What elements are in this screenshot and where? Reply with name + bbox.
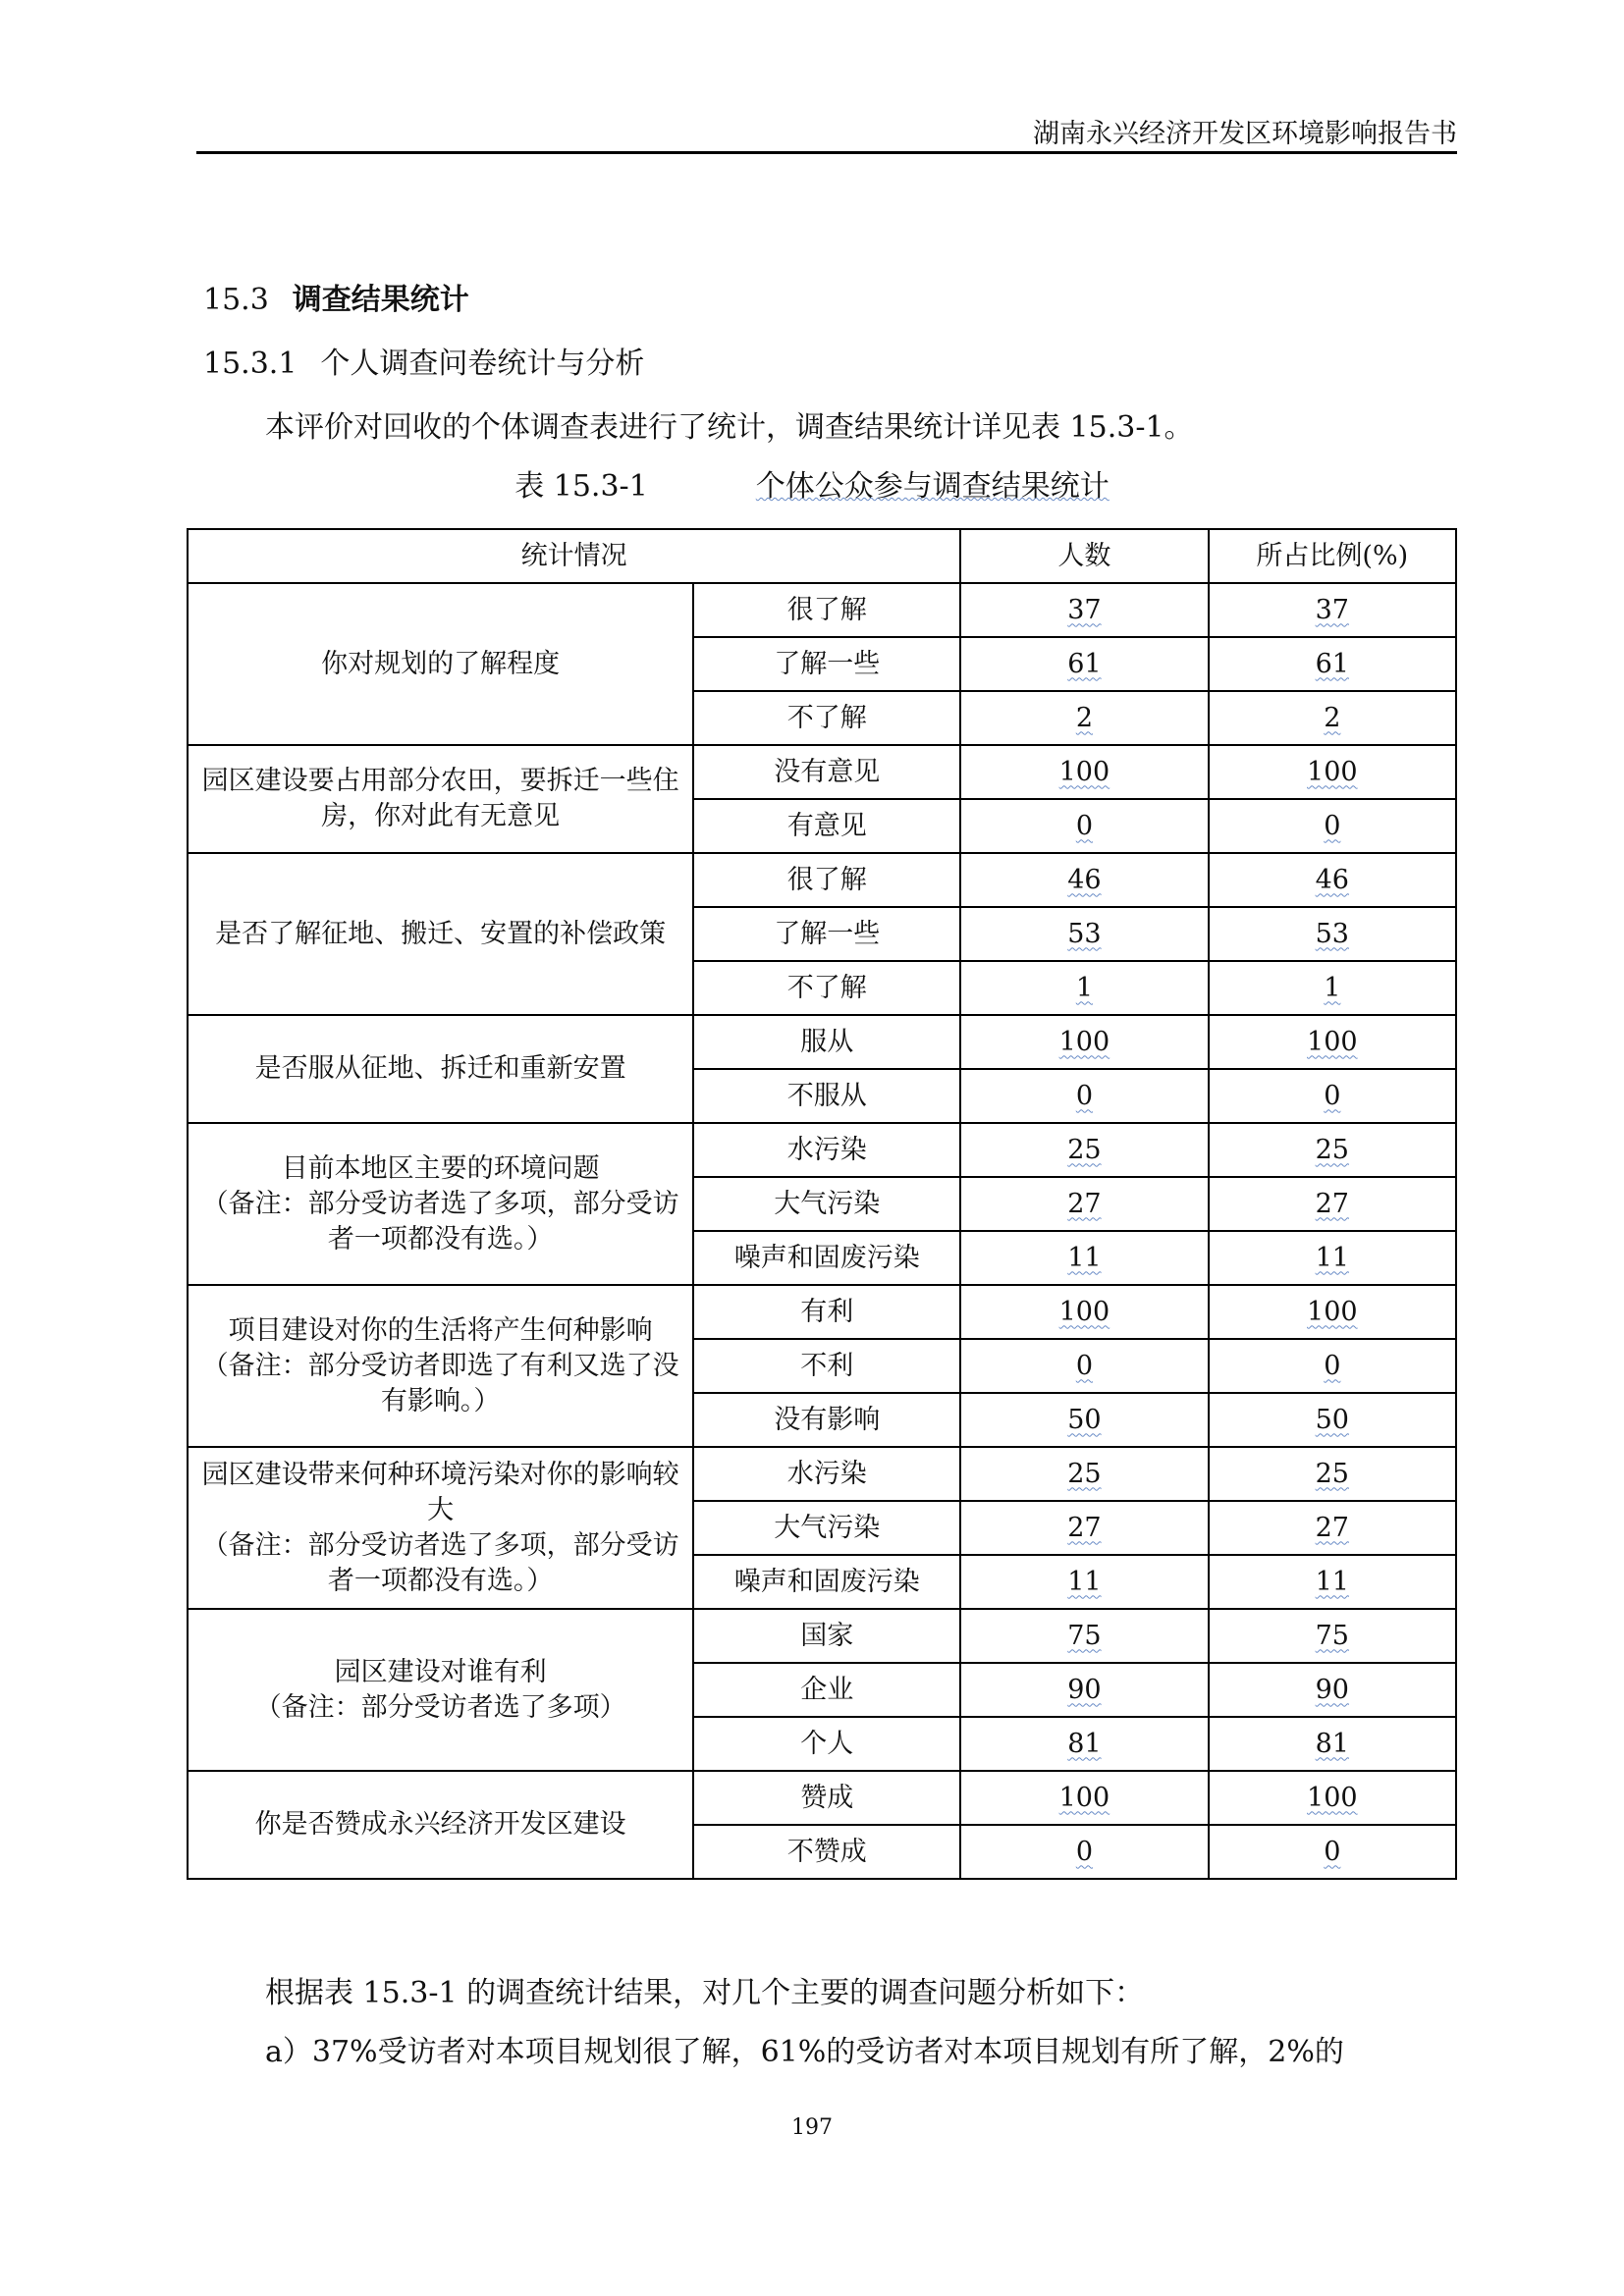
count-cell: [960, 1339, 1208, 1393]
question-text: 园区建设带来何种环境污染对你的影响较大: [201, 1459, 679, 1525]
count-cell: [960, 1231, 1208, 1285]
count-value: 50: [1067, 1404, 1102, 1435]
count-value: 11: [1067, 1242, 1102, 1273]
question-text: 是否服从征地、拆迁和重新安置: [254, 1053, 626, 1084]
percent-cell: [1209, 1447, 1456, 1501]
question-text: 你对规划的了解程度: [321, 648, 561, 679]
question-cell: [188, 1285, 693, 1447]
percent-value: 100: [1307, 1782, 1358, 1813]
question-cell: [188, 1123, 693, 1285]
table-row: [188, 853, 1456, 907]
percent-cell: [1209, 1069, 1456, 1123]
option-label: 噪声和固废污染: [693, 1555, 960, 1609]
option-label: 了解一些: [693, 907, 960, 961]
count-cell: [960, 961, 1208, 1015]
count-cell: [960, 1069, 1208, 1123]
count-cell: [960, 1285, 1208, 1339]
option-label: 很了解: [693, 583, 960, 637]
section-title: 调查结果统计: [292, 283, 469, 317]
option-label: 不利: [693, 1339, 960, 1393]
section-number: 15.3: [203, 283, 269, 317]
header-title: 湖南永兴经济开发区环境影响报告书: [1033, 119, 1457, 149]
count-value: 27: [1067, 1188, 1102, 1219]
option-label: 不服从: [693, 1069, 960, 1123]
question-text: 你是否赞成永兴经济开发区建设: [254, 1809, 626, 1840]
count-value: 46: [1067, 864, 1102, 895]
question-text: 是否了解征地、搬迁、安置的补偿政策: [215, 918, 667, 949]
count-cell: [960, 583, 1208, 637]
count-cell: [960, 1177, 1208, 1231]
percent-value: 37: [1315, 594, 1349, 625]
percent-value: 75: [1315, 1620, 1349, 1651]
question-note: （备注：部分受访者选了多项）: [254, 1691, 626, 1723]
count-cell: [960, 1663, 1208, 1717]
count-cell: [960, 1717, 1208, 1771]
count-cell: [960, 799, 1208, 853]
question-text: 项目建设对你的生活将产生何种影响: [228, 1314, 653, 1346]
option-label: 赞成: [693, 1771, 960, 1825]
count-cell: [960, 745, 1208, 799]
question-text: 园区建设对谁有利: [334, 1656, 547, 1687]
question-cell: [188, 1771, 693, 1879]
count-cell: [960, 1393, 1208, 1447]
percent-value: 2: [1324, 702, 1341, 733]
count-value: 100: [1058, 1296, 1110, 1327]
option-label: 很了解: [693, 853, 960, 907]
table-row: [188, 1447, 1456, 1501]
count-value: 11: [1067, 1566, 1102, 1597]
count-cell: [960, 1771, 1208, 1825]
option-label: 水污染: [693, 1447, 960, 1501]
count-cell: [960, 1825, 1208, 1879]
percent-value: 100: [1307, 1296, 1358, 1327]
percent-cell: [1209, 637, 1456, 691]
percent-value: 0: [1324, 1350, 1341, 1381]
question-note: （备注：部分受访者即选了有利又选了没有影响。）: [201, 1350, 679, 1416]
question-cell: [188, 583, 693, 745]
option-label: 不赞成: [693, 1825, 960, 1879]
table-row: [188, 1771, 1456, 1825]
table-row: [188, 1609, 1456, 1663]
percent-value: 25: [1315, 1458, 1349, 1489]
analysis-item-a: a）37%受访者对本项目规划很了解，61%的受访者对本项目规划有所了解，2%的: [265, 2035, 1344, 2069]
percent-cell: [1209, 799, 1456, 853]
count-value: 27: [1067, 1512, 1102, 1543]
count-value: 25: [1067, 1134, 1102, 1165]
percent-cell: [1209, 1339, 1456, 1393]
header-count: 人数: [960, 529, 1208, 583]
count-cell: [960, 691, 1208, 745]
percent-cell: [1209, 1825, 1456, 1879]
count-value: 75: [1067, 1620, 1102, 1651]
count-value: 0: [1075, 1350, 1093, 1381]
count-value: 100: [1058, 1026, 1110, 1057]
count-value: 0: [1075, 1836, 1093, 1867]
percent-value: 0: [1324, 810, 1341, 841]
page-header: [196, 108, 1457, 154]
analysis-lead: 根据表 15.3-1 的调查统计结果，对几个主要的调查问题分析如下：: [265, 1976, 1145, 2010]
count-value: 61: [1067, 648, 1102, 679]
table-caption-number: 表 15.3-1: [514, 469, 648, 504]
percent-value: 25: [1315, 1134, 1349, 1165]
percent-cell: [1209, 961, 1456, 1015]
survey-results-table: [187, 528, 1457, 1880]
table-header-row: [188, 529, 1456, 583]
percent-cell: [1209, 1231, 1456, 1285]
count-value: 25: [1067, 1458, 1102, 1489]
count-cell: [960, 1501, 1208, 1555]
option-label: 没有意见: [693, 745, 960, 799]
percent-cell: [1209, 1609, 1456, 1663]
percent-cell: [1209, 1555, 1456, 1609]
count-value: 100: [1058, 756, 1110, 787]
percent-value: 11: [1315, 1566, 1349, 1597]
option-label: 有意见: [693, 799, 960, 853]
percent-cell: [1209, 1663, 1456, 1717]
percent-value: 100: [1307, 1026, 1358, 1057]
question-text: 园区建设要占用部分农田，要拆迁一些住房，你对此有无意见: [201, 766, 679, 831]
option-label: 服从: [693, 1015, 960, 1069]
question-cell: [188, 853, 693, 1015]
option-label: 有利: [693, 1285, 960, 1339]
header-percent: 所占比例(%): [1209, 529, 1456, 583]
question-cell: [188, 1447, 693, 1609]
count-cell: [960, 907, 1208, 961]
percent-cell: [1209, 1015, 1456, 1069]
percent-cell: [1209, 691, 1456, 745]
table-row: [188, 1123, 1456, 1177]
option-label: 大气污染: [693, 1501, 960, 1555]
percent-value: 0: [1324, 1836, 1341, 1867]
percent-cell: [1209, 745, 1456, 799]
percent-cell: [1209, 1717, 1456, 1771]
table-row: [188, 1285, 1456, 1339]
section-heading: [203, 275, 469, 318]
percent-cell: [1209, 1501, 1456, 1555]
percent-value: 27: [1315, 1188, 1349, 1219]
option-label: 不了解: [693, 961, 960, 1015]
intro-paragraph: 本评价对回收的个体调查表进行了统计，调查结果统计详见表 15.3-1。: [265, 410, 1194, 445]
option-label: 大气污染: [693, 1177, 960, 1231]
count-value: 2: [1075, 702, 1093, 733]
count-value: 90: [1067, 1674, 1102, 1705]
question-note: （备注：部分受访者选了多项，部分受访者一项都没有选。）: [201, 1188, 679, 1255]
table-row: [188, 1015, 1456, 1069]
count-value: 0: [1075, 810, 1093, 841]
percent-value: 1: [1324, 972, 1341, 1003]
percent-value: 81: [1315, 1728, 1349, 1759]
percent-value: 11: [1315, 1242, 1349, 1273]
percent-cell: [1209, 1177, 1456, 1231]
subsection-heading: [203, 339, 644, 382]
count-value: 1: [1075, 972, 1093, 1003]
percent-cell: [1209, 853, 1456, 907]
option-label: 国家: [693, 1609, 960, 1663]
percent-value: 50: [1315, 1404, 1349, 1435]
count-value: 81: [1067, 1728, 1102, 1759]
table-row: [188, 745, 1456, 799]
option-label: 没有影响: [693, 1393, 960, 1447]
percent-cell: [1209, 1285, 1456, 1339]
count-cell: [960, 637, 1208, 691]
percent-cell: [1209, 1771, 1456, 1825]
percent-cell: [1209, 583, 1456, 637]
option-label: 了解一些: [693, 637, 960, 691]
count-value: 37: [1067, 594, 1102, 625]
option-label: 不了解: [693, 691, 960, 745]
count-cell: [960, 1609, 1208, 1663]
count-value: 53: [1067, 918, 1102, 949]
percent-cell: [1209, 907, 1456, 961]
percent-cell: [1209, 1123, 1456, 1177]
percent-cell: [1209, 1393, 1456, 1447]
percent-value: 100: [1307, 756, 1358, 787]
question-cell: [188, 745, 693, 853]
question-cell: [188, 1609, 693, 1771]
option-label: 噪声和固废污染: [693, 1231, 960, 1285]
percent-value: 90: [1315, 1674, 1349, 1705]
count-value: 100: [1058, 1782, 1110, 1813]
count-cell: [960, 1555, 1208, 1609]
question-note: （备注：部分受访者选了多项，部分受访者一项都没有选。）: [201, 1529, 679, 1596]
subsection-number: 15.3.1: [203, 347, 298, 381]
page-number: 197: [791, 2115, 833, 2140]
count-value: 0: [1075, 1080, 1093, 1111]
percent-value: 27: [1315, 1512, 1349, 1543]
percent-value: 0: [1324, 1080, 1341, 1111]
percent-value: 61: [1315, 648, 1349, 679]
table-row: [188, 583, 1456, 637]
table-caption: [0, 461, 1624, 505]
header-stat: 统计情况: [188, 529, 960, 583]
percent-value: 53: [1315, 918, 1349, 949]
question-text: 目前本地区主要的环境问题: [281, 1152, 600, 1184]
question-cell: [188, 1015, 693, 1123]
option-label: 企业: [693, 1663, 960, 1717]
option-label: 个人: [693, 1717, 960, 1771]
percent-value: 46: [1315, 864, 1349, 895]
count-cell: [960, 1447, 1208, 1501]
subsection-title: 个人调查问卷统计与分析: [320, 347, 645, 381]
option-label: 水污染: [693, 1123, 960, 1177]
count-cell: [960, 1015, 1208, 1069]
table-caption-title: 个体公众参与调查结果统计: [755, 469, 1110, 504]
count-cell: [960, 853, 1208, 907]
count-cell: [960, 1123, 1208, 1177]
